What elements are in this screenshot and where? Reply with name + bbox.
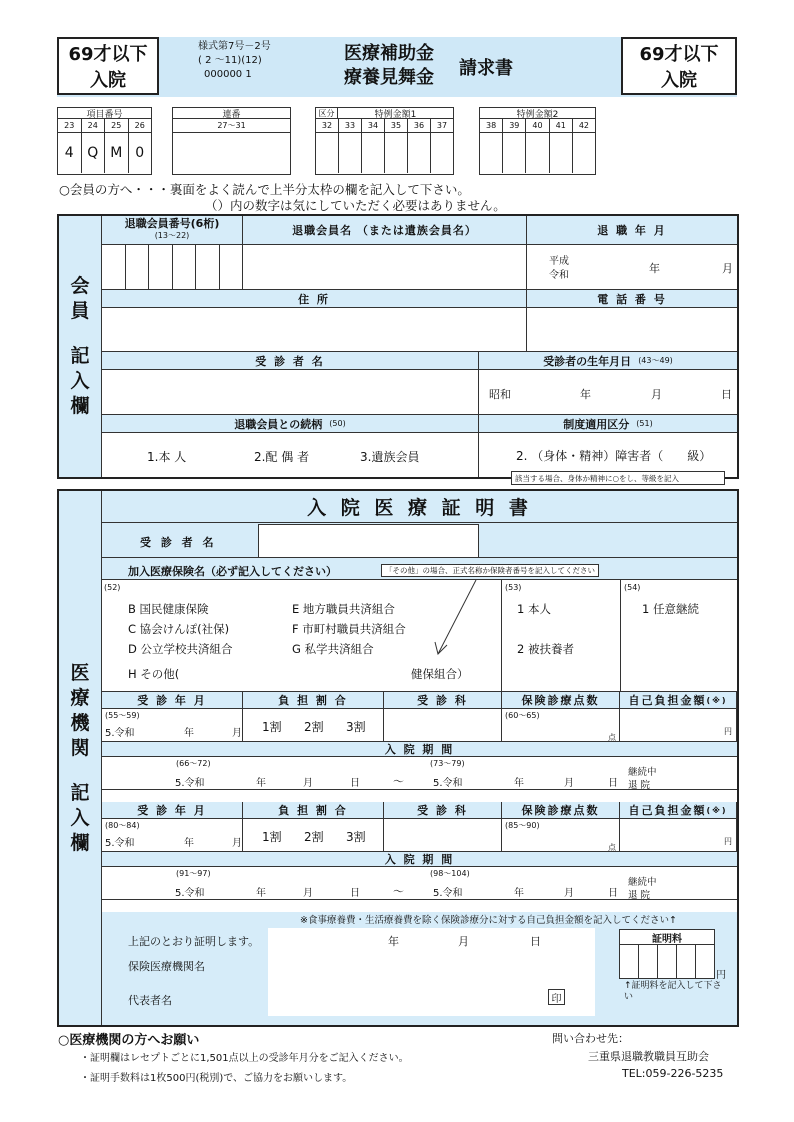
table-cell-col_dept[interactable]: [384, 819, 502, 852]
side-char: 記: [70, 345, 90, 367]
col-self-label: 自己負担金額: [628, 804, 707, 817]
burden-2[interactable]: 2割: [304, 830, 324, 844]
cert-year: 年: [388, 935, 399, 948]
title-line2: 療養見舞金: [344, 67, 434, 88]
form-number-block: [198, 40, 271, 82]
retire-no-input[interactable]: [102, 245, 243, 290]
month-label: 月: [651, 388, 662, 401]
birth-label: 受診者の生年月日: [543, 354, 632, 368]
day-label: 日: [608, 888, 618, 899]
badge-left-line2: 入院: [90, 70, 126, 91]
col-self-label: 自己負担金額: [628, 694, 707, 707]
birth-input[interactable]: [479, 370, 737, 415]
special-amount-2-box: [479, 107, 596, 175]
fee-yen: 円: [716, 970, 726, 981]
year-label: 年: [580, 388, 591, 401]
sp1-num: 34: [362, 119, 385, 132]
sp2-num: 40: [526, 119, 549, 132]
certify-text: 上記のとおり証明します。: [128, 935, 260, 948]
member-name-input[interactable]: [243, 245, 527, 290]
year-label: 年: [649, 262, 660, 275]
year-label: 年: [256, 888, 266, 899]
year-label: 年: [514, 778, 524, 789]
sp1-num: 37: [436, 121, 448, 130]
month-label: 月: [303, 888, 313, 899]
month-label: 月: [232, 728, 242, 739]
field-no: (91～97): [176, 869, 211, 878]
table-header-col_points: 保険診療点数: [502, 692, 620, 709]
member-side-label: [59, 216, 102, 477]
burden-1[interactable]: 1割: [262, 720, 282, 734]
side-char: 医: [70, 661, 90, 684]
sp1-num: 33: [339, 119, 362, 132]
representative-label: 代表者名: [128, 994, 172, 1007]
fee-label: 証明料: [620, 930, 714, 945]
item-num: 26: [134, 121, 145, 130]
footer-request: ○医療機関の方へお願い: [58, 1033, 200, 1048]
insurer-option[interactable]: C 協会けんぽ(社保): [128, 622, 230, 636]
field-no: (98～104): [430, 869, 470, 878]
sp1-num: 35: [385, 119, 408, 132]
reiwa-label: 5.令和: [175, 888, 205, 899]
table-header-col_ym: 受 診 年 月: [102, 692, 243, 709]
insurer-option[interactable]: B 国民健康保険: [128, 602, 209, 616]
insurer-option[interactable]: G 私学共済組合: [292, 642, 374, 656]
side-char: 記: [70, 781, 90, 804]
relation-option[interactable]: 3.遺族会員: [360, 450, 420, 464]
reiwa-label: 5.令和: [433, 778, 463, 789]
burden-3[interactable]: 3割: [346, 720, 366, 734]
side-char: 欄: [70, 831, 90, 854]
sp1-num: 32: [316, 119, 339, 132]
table-cell-col_dept[interactable]: [384, 709, 502, 742]
item-number-label: 項目番号: [58, 108, 151, 119]
title-line1: 医療補助金: [344, 43, 434, 64]
col-self-mark: (※): [706, 805, 728, 815]
cert-month: 月: [458, 935, 469, 948]
birth-header: [479, 352, 737, 370]
relation-option[interactable]: 2.配 偶 者: [254, 450, 310, 464]
fee-box[interactable]: [619, 929, 715, 979]
address-header: 住 所: [102, 290, 527, 308]
badge-right-line1: 69才以下: [639, 44, 719, 65]
form-code: 000000 1: [204, 69, 252, 80]
retire-no-label: 退職会員番号(6桁): [124, 217, 220, 230]
sp2-num: 42: [578, 121, 589, 130]
institution-label: 保険医療機関名: [128, 960, 205, 973]
side-char: 欄: [70, 395, 90, 417]
month-label: 月: [564, 888, 574, 899]
item-val: Q: [82, 133, 106, 173]
tilde: ～: [393, 775, 404, 788]
month-label: 月: [303, 778, 313, 789]
table-header-col_dept: 受 診 科: [384, 692, 502, 709]
relation-option[interactable]: 1 本人: [517, 602, 551, 616]
reiwa-label: 5.令和: [175, 778, 205, 789]
retire-date-input[interactable]: [527, 245, 737, 290]
footer-bullet-2: ・証明手数料は1枚500円(税別)で、ご協力をお願いします。: [80, 1073, 353, 1084]
table-cell-col_self[interactable]: [620, 709, 737, 742]
insurer-option[interactable]: H その他(: [128, 667, 180, 681]
yen-unit: 円: [724, 727, 732, 736]
badge-right-line2: 入院: [661, 70, 697, 91]
title-block: [344, 42, 434, 90]
period-header: 入 院 期 間: [102, 742, 737, 757]
contact-tel: TEL:059-226-5235: [622, 1067, 724, 1080]
reiwa-label: 5.令和: [433, 888, 463, 899]
year-label: 年: [184, 728, 194, 739]
year-label: 年: [184, 838, 194, 849]
contact-org: 三重県退職教職員互助会: [588, 1050, 709, 1063]
item-num: 24: [82, 119, 106, 132]
system-header: [479, 415, 737, 433]
relation-option[interactable]: 1.本 人: [147, 450, 187, 464]
showa-label: 昭和: [489, 388, 511, 401]
birth-sub: (43～49): [638, 356, 673, 365]
relation-label: 退職会員との続柄: [234, 417, 323, 431]
patient-name-input[interactable]: [258, 524, 479, 558]
item-val: 0: [135, 145, 145, 161]
field-no: (80～84): [105, 821, 140, 830]
seal-box: 印: [548, 989, 565, 1005]
field-no: (73～79): [430, 759, 465, 768]
retire-date-header: 退 職 年 月: [527, 216, 737, 245]
arrow-icon: [432, 580, 482, 660]
serial-range: 27～31: [173, 119, 290, 133]
system-sub: (51): [636, 419, 653, 428]
field-no: (85～90): [505, 821, 540, 830]
form-sub: ( 2 ～11)(12): [198, 55, 262, 66]
table-cell-col_self[interactable]: [620, 819, 737, 852]
relation-options: [102, 433, 479, 477]
retire-no-header: [102, 216, 243, 245]
period-header: 入 院 期 間: [102, 852, 737, 867]
insurer-note: 「その他」の場合、正式名称か保険者番号を記入してください: [381, 564, 599, 577]
reiwa-label: 5.令和: [105, 728, 135, 739]
side-char: 入: [70, 806, 90, 829]
reiwa-label: 5.令和: [105, 838, 135, 849]
side-char: 会: [70, 275, 90, 297]
table-header-col_burden: 負 担 割 合: [243, 692, 384, 709]
table-header-col_dept: 受 診 科: [384, 802, 502, 819]
reiwa-label: 令和: [549, 270, 569, 281]
serial-box: [172, 107, 291, 175]
relation-option[interactable]: 2 被扶養者: [517, 642, 574, 656]
continuation-option[interactable]: 1 任意継続: [642, 602, 699, 616]
side-char: 員: [70, 300, 90, 322]
field-no: (53): [505, 583, 522, 592]
burden-3[interactable]: 3割: [346, 830, 366, 844]
certify-input[interactable]: [268, 928, 595, 1016]
phone-input[interactable]: [527, 308, 737, 352]
burden-1[interactable]: 1割: [262, 830, 282, 844]
field-no: (55～59): [105, 711, 140, 720]
points-unit: 点: [608, 843, 616, 852]
side-char: 入: [70, 370, 90, 392]
patient-input[interactable]: [102, 370, 479, 415]
item-num: 23: [58, 119, 82, 132]
day-label: 日: [350, 888, 360, 899]
field-no: (54): [624, 583, 641, 592]
kenpo-label: 健保組合）: [411, 667, 469, 681]
discharge-label[interactable]: 退 院: [628, 890, 651, 901]
member-notice-1: ○会員の方へ・・・裏面をよく読んで上半分太枠の欄を記入して下さい。: [59, 182, 470, 197]
footnote: ※食事療養費・生活療養費を除く保険診療分に対する自己負担金額を記入してください↑: [300, 915, 677, 926]
sp2-num: 39: [503, 119, 526, 132]
table-header-col_points: 保険診療点数: [502, 802, 620, 819]
badge-left: [57, 37, 159, 95]
field-no: (60～65): [505, 711, 540, 720]
side-char: 機: [70, 711, 90, 734]
sp1-num: 36: [408, 119, 431, 132]
side-char: 関: [70, 736, 90, 759]
member-name-header: 退職会員名 （または遺族会員名）: [243, 216, 527, 245]
field-no: (52): [104, 583, 121, 592]
heisei-label: 平成: [549, 256, 569, 267]
year-label: 年: [256, 778, 266, 789]
system-label: 制度適用区分: [563, 417, 630, 431]
contact-label: 問い合わせ先：: [552, 1032, 629, 1045]
month-label: 月: [564, 778, 574, 789]
discharge-label[interactable]: 退 院: [628, 780, 651, 791]
special-1-label: 特例金額1: [374, 109, 417, 120]
side-char: 療: [70, 686, 90, 709]
phone-header: 電 話 番 号: [527, 290, 737, 308]
relation-header: [102, 415, 479, 433]
insurer-option[interactable]: D 公立学校共済組合: [128, 642, 233, 656]
day-label: 日: [608, 778, 618, 789]
insurer-option[interactable]: E 地方職員共済組合: [292, 602, 395, 616]
form-number: 様式第7号－2号: [198, 41, 271, 52]
title-suffix: 請求書: [459, 58, 513, 79]
tilde: ～: [393, 885, 404, 898]
insurer-area: [102, 580, 737, 692]
col-self-mark: (※): [706, 695, 728, 705]
sp2-num: 41: [550, 119, 573, 132]
badge-left-line1: 69才以下: [68, 44, 148, 65]
fee-note: ↑証明料を記入して下さい: [624, 981, 722, 1002]
serial-label: 連番: [173, 108, 290, 119]
yen-unit: 円: [724, 837, 732, 846]
badge-right: [621, 37, 737, 95]
table-header-col_ym: 受 診 年 月: [102, 802, 243, 819]
system-option[interactable]: 2. （身体・精神）障害者（ 級）: [516, 449, 712, 463]
footer-bullet-1: ・証明欄はレセプトごとに1,501点以上の受診年月分をご記入ください。: [80, 1053, 409, 1064]
insurer-label: 加入医療保険名（必ず記入してください）: [128, 565, 337, 578]
burden-2[interactable]: 2割: [304, 720, 324, 734]
certificate-title: 入 院 医 療 証 明 書: [102, 491, 737, 523]
medical-side-label: [59, 491, 102, 1025]
table-header-col_self: [620, 692, 737, 709]
day-label: 日: [721, 388, 732, 401]
month-label: 月: [232, 838, 242, 849]
special-amount-1-box: [315, 107, 454, 175]
cert-day: 日: [530, 935, 541, 948]
insurer-option[interactable]: F 市町村職員共済組合: [292, 622, 406, 636]
patient-name-label: 受 診 者 名: [140, 536, 217, 549]
retire-no-sub: (13～22): [154, 231, 190, 240]
address-input[interactable]: [102, 308, 527, 352]
month-label: 月: [722, 262, 733, 275]
item-val: M: [105, 133, 129, 173]
special-2-label: 特例金額2: [480, 108, 595, 119]
item-number-box: [57, 107, 152, 175]
kubun-label: 区分: [316, 108, 338, 118]
system-note: 該当する場合、身体か精神に○をし、等級を記入: [511, 471, 725, 485]
field-no: (66～72): [176, 759, 211, 768]
item-num: 25: [105, 119, 129, 132]
patient-header: 受 診 者 名: [102, 352, 479, 370]
points-unit: 点: [608, 733, 616, 742]
sp2-num: 38: [480, 119, 503, 132]
table-header-col_self: [620, 802, 737, 819]
relation-sub: (50): [329, 419, 346, 428]
day-label: 日: [350, 778, 360, 789]
year-label: 年: [514, 888, 524, 899]
member-notice-2: （）内の数字は気にしていただく必要はありません。: [205, 198, 506, 213]
continuing-label[interactable]: 継続中: [628, 767, 657, 778]
table-header-col_burden: 負 担 割 合: [243, 802, 384, 819]
continuing-label[interactable]: 継続中: [628, 877, 657, 888]
item-val: 4: [58, 133, 82, 173]
